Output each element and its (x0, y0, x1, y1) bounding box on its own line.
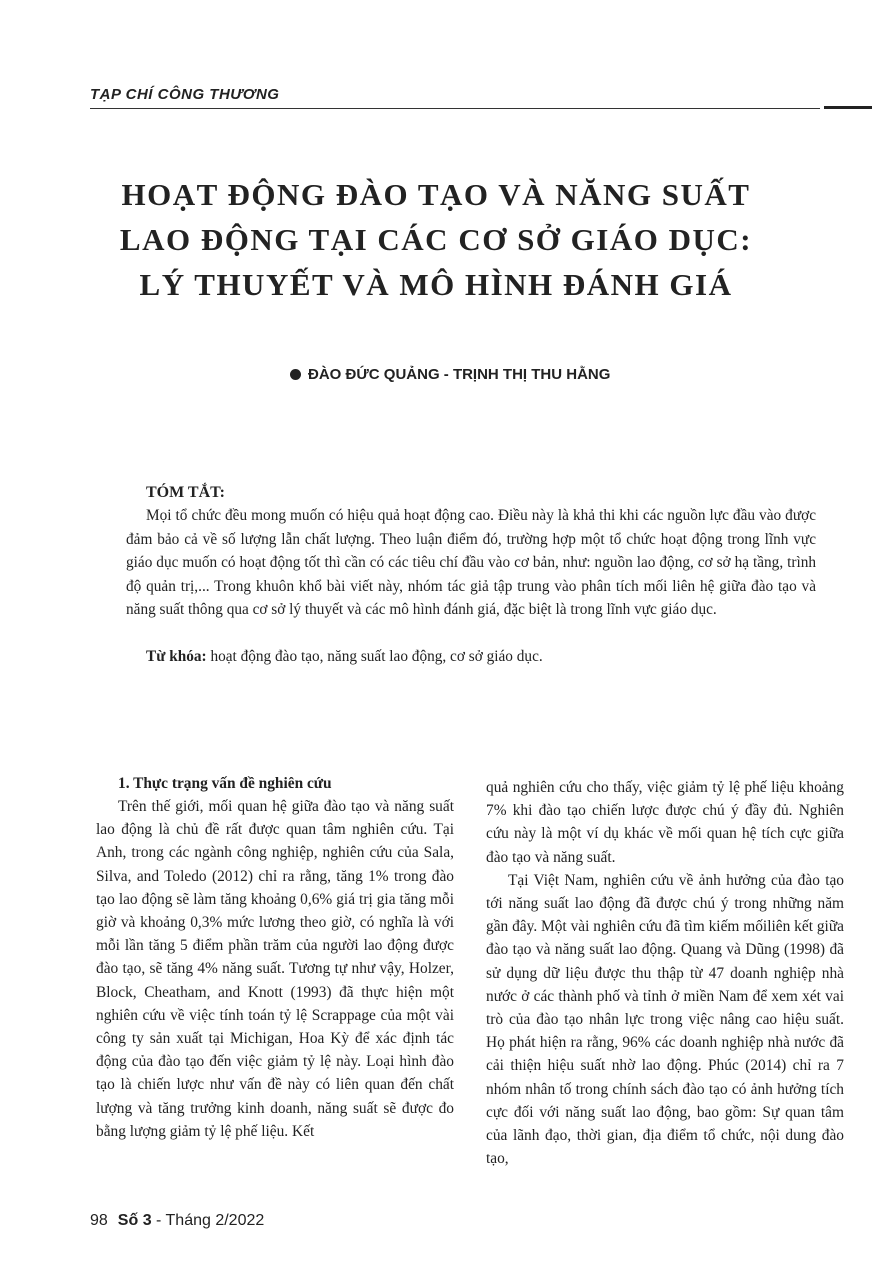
keywords-list: hoạt động đào tạo, năng suất lao động, cơ sở giáo dục. (206, 648, 543, 665)
authors: ĐÀO ĐỨC QUẢNG - TRỊNH THỊ THU HẰNG (308, 366, 611, 383)
keywords-label: Từ khóa: (146, 648, 207, 665)
page-footer (90, 1212, 264, 1230)
abstract-heading: TÓM TẮT: (146, 484, 225, 501)
left-column (96, 773, 454, 1143)
section-heading: 1. Thực trạng vấn đề nghiên cứu (118, 775, 332, 792)
journal-title: TẠP CHÍ CÔNG THƯƠNG (90, 86, 280, 103)
right-column (486, 776, 844, 1170)
article-title (60, 172, 812, 307)
header-rule-accent (824, 106, 872, 109)
body-paragraph-continued: quả nghiên cứu cho thấy, việc giảm tỷ lệ phế liệu khoảng 7% khi đào tạo chiến lược được chú ý đầy đủ. Nghiên cứu này là một ví dụ khác về mối quan hệ tích cực giữa đào tạo và năng suất. (486, 779, 844, 866)
issue-number: Số 3 (117, 1212, 152, 1229)
title-line-1: HOẠT ĐỘNG ĐÀO TẠO VÀ NĂNG SUẤT (121, 177, 751, 212)
author-line (290, 366, 610, 383)
abstract-text (126, 504, 816, 622)
body-paragraph: Tại Việt Nam, nghiên cứu về ảnh hưởng của đào tạo tới năng suất lao động đã được chú ý trong những năm gần đây. Một vài nghiên cứu đã tìm kiếm mốiliên kết giữa đào tạo và năng suất lao động. Quang và Dũng (1998) đã sử dụng dữ liệu được thu thập từ 47 doanh nghiệp nhà nước ở các thành phố và tỉnh ở miền Nam để xem xét vai trò của đào tạo nhân lực trong việc nâng cao hiệu suất. Họ phát hiện ra rằng, 96% các doanh nghiệp nhà nước đã cải thiện hiệu suất nhờ lao động. Phúc (2014) chỉ ra 7 nhóm nhân tố trong chính sách đào tạo có ảnh hưởng tích cực đối với năng suất lao động, bao gồm: Sự quan tâm của lãnh đạo, thời gian, địa điểm tổ chức, nội dung đào tạo, (486, 871, 844, 1168)
page-number: 98 (90, 1212, 108, 1229)
abstract-body: Mọi tổ chức đều mong muốn có hiệu quả hoạt động cao. Điều này là khả thi khi các nguồn lực đầu vào được đảm bảo cả về số lượng lẫn chất lượng. Theo luận điểm đó, trường hợp một tổ chức hoạt động trong lĩnh vực giáo dục muốn có hoạt động tốt thì cần có các tiêu chí đầu vào cơ bản, như: nguồn lao động, cơ sở hạ tầng, trình độ quản trị,... Trong khuôn khổ bài viết này, nhóm tác giả tập trung vào phân tích mối liên hệ giữa đào tạo và năng suất thông qua cơ sở lý thuyết và các mô hình đánh giá, đặc biệt là trong lĩnh vực giáo dục. (126, 507, 816, 618)
header-rule (90, 108, 820, 109)
keywords (146, 645, 816, 668)
bullet-icon (290, 369, 301, 380)
title-line-3: LÝ THUYẾT VÀ MÔ HÌNH ĐÁNH GIÁ (139, 267, 733, 302)
body-paragraph: Trên thế giới, mối quan hệ giữa đào tạo và năng suất lao động là chủ đề rất được quan tâm nghiên cứu. Tại Anh, trong các ngành công nghiệp, nghiên cứu của Sala, Silva, and Toledo (2012) chỉ ra rằng, tăng 1% trong đào tạo lao động sẽ làm tăng khoảng 0,6% giá trị gia tăng mỗi giờ và khoảng 0,3% mức lương theo giờ, có nghĩa là với mỗi lần tăng 5 điểm phần trăm của người lao động được đào tạo, sẽ tăng 4% năng suất. Tương tự như vậy, Holzer, Block, Cheatham, and Knott (1993) đã thực hiện một nghiên cứu về việc tính toán tỷ lệ Scrappage của một vài công ty sản xuất tại Michigan, Hoa Kỳ để xác định tác động của đào tạo đến việc giảm tỷ lệ này. Loại hình đào tạo là chiến lược như vấn đề này có liên quan đến chất lượng và tăng trưởng kinh doanh, năng suất sẽ được đo bằng lượng giảm tỷ lệ phế liệu. Kết (96, 798, 454, 1140)
issue-date: - Tháng 2/2022 (151, 1212, 265, 1229)
title-line-2: LAO ĐỘNG TẠI CÁC CƠ SỞ GIÁO DỤC: (119, 222, 753, 257)
